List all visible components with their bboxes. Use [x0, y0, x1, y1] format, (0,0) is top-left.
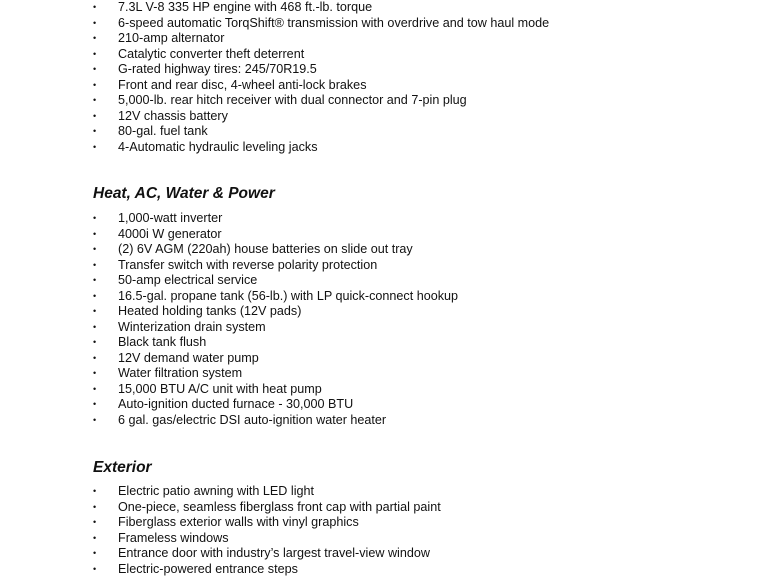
bullet-icon: • — [93, 213, 97, 223]
list-item-text: 15,000 BTU A/C unit with heat pump — [118, 381, 322, 396]
bullet-icon: • — [93, 17, 97, 28]
list-item — [0, 47, 768, 63]
list-item-text: Auto-ignition ducted furnace - 30,000 BTU — [118, 397, 354, 411]
bullet-icon: • — [93, 501, 97, 512]
bullet-icon: • — [93, 33, 97, 43]
list-item — [0, 109, 768, 125]
list-item — [0, 320, 768, 336]
list-item-text: One-piece, seamless fiberglass front cap with partial paint — [118, 499, 441, 514]
bullet-icon: • — [93, 399, 97, 409]
list-item — [0, 211, 768, 227]
list-item — [0, 531, 768, 547]
bullet-icon: • — [93, 126, 97, 136]
list-item-text: Heated holding tanks (12V pads) — [118, 304, 302, 318]
list-item — [0, 78, 768, 94]
list-item-text: Water filtration system — [118, 366, 243, 380]
list-item-text: Electric patio awning with LED light — [118, 484, 314, 498]
list-item — [0, 289, 768, 305]
list-item — [0, 31, 768, 47]
list-item — [0, 366, 768, 382]
list-item-text: Front and rear disc, 4-wheel anti-lock brakes — [118, 77, 367, 92]
chassis-list — [0, 0, 768, 155]
list-item-text: 80-gal. fuel tank — [118, 124, 208, 138]
bullet-icon: • — [93, 306, 97, 316]
bullet-icon: • — [93, 352, 97, 363]
list-item-text: 50-amp electrical service — [118, 273, 258, 287]
list-item — [0, 140, 768, 156]
bullet-icon: • — [93, 383, 97, 394]
list-item-text: Transfer switch with reverse polarity protection — [118, 257, 378, 272]
list-item — [0, 0, 768, 16]
list-item — [0, 413, 768, 429]
list-item — [0, 93, 768, 109]
list-item — [0, 351, 768, 367]
bullet-icon: • — [93, 290, 97, 301]
bullet-icon: • — [93, 2, 97, 12]
bullet-icon: • — [93, 244, 97, 254]
bullet-icon: • — [93, 321, 97, 332]
bullet-icon: • — [93, 141, 97, 152]
bullet-icon: • — [93, 414, 97, 425]
list-item-text: G-rated highway tires: 245/70R19.5 — [118, 62, 317, 76]
list-item-text: 7.3L V-8 335 HP engine with 468 ft.-lb. torque — [118, 0, 373, 14]
bullet-icon: • — [93, 95, 97, 105]
list-item-text: Electric-powered entrance steps — [118, 561, 298, 576]
bullet-icon: • — [93, 548, 97, 558]
list-item-text: Frameless windows — [118, 530, 229, 545]
list-item — [0, 273, 768, 289]
list-item-text: 4-Automatic hydraulic leveling jacks — [118, 139, 318, 154]
list-item — [0, 562, 768, 576]
bullet-icon: • — [93, 228, 97, 239]
list-item-text: 1,000-watt inverter — [118, 211, 223, 225]
list-item-text: 210-amp alternator — [118, 31, 225, 45]
list-item-text: Winterization drain system — [118, 319, 266, 334]
list-item — [0, 546, 768, 562]
bullet-icon: • — [93, 486, 97, 496]
list-item-text: Black tank flush — [118, 335, 207, 349]
list-item — [0, 484, 768, 500]
list-item-text: 4000i W generator — [118, 226, 222, 241]
list-item-text: 5,000-lb. rear hitch receiver with dual connector and 7-pin plug — [118, 93, 467, 107]
bullet-icon: • — [93, 64, 97, 74]
list-item — [0, 227, 768, 243]
bullet-icon: • — [93, 337, 97, 347]
bullet-icon: • — [93, 110, 97, 121]
list-item — [0, 124, 768, 140]
list-item — [0, 258, 768, 274]
list-item-text: Catalytic converter theft deterrent — [118, 46, 305, 61]
list-item — [0, 304, 768, 320]
list-item — [0, 16, 768, 32]
bullet-icon: • — [93, 563, 97, 574]
list-item-text: 6 gal. gas/electric DSI auto-ignition water heater — [118, 412, 387, 427]
list-item-text: 12V chassis battery — [118, 108, 228, 123]
bullet-icon: • — [93, 275, 97, 285]
bullet-icon: • — [93, 368, 97, 378]
bullet-icon: • — [93, 259, 97, 270]
list-item-text: Entrance door with industry’s largest travel-view window — [118, 546, 430, 560]
section-heading: Heat, AC, Water & Power — [93, 185, 275, 202]
bullet-icon: • — [93, 48, 97, 59]
list-item — [0, 515, 768, 531]
exterior-list — [0, 484, 768, 576]
bullet-icon: • — [93, 517, 97, 527]
list-item-text: Fiberglass exterior walls with vinyl graphics — [118, 515, 359, 529]
bullet-icon: • — [93, 79, 97, 90]
bullet-icon: • — [93, 532, 97, 543]
list-item — [0, 382, 768, 398]
list-item — [0, 242, 768, 258]
list-item-text: (2) 6V AGM (220ah) house batteries on slide out tray — [118, 242, 413, 256]
list-item — [0, 397, 768, 413]
list-item-text: 12V demand water pump — [118, 350, 259, 365]
list-item — [0, 335, 768, 351]
list-item-text: 6-speed automatic TorqShift® transmission with overdrive and tow haul mode — [118, 15, 550, 30]
heat-ac-water-power-list — [0, 211, 768, 428]
section-heading: Exterior — [93, 459, 152, 476]
list-item — [0, 500, 768, 516]
list-item-text: 16.5-gal. propane tank (56-lb.) with LP quick-connect hookup — [118, 288, 459, 303]
list-item — [0, 62, 768, 78]
